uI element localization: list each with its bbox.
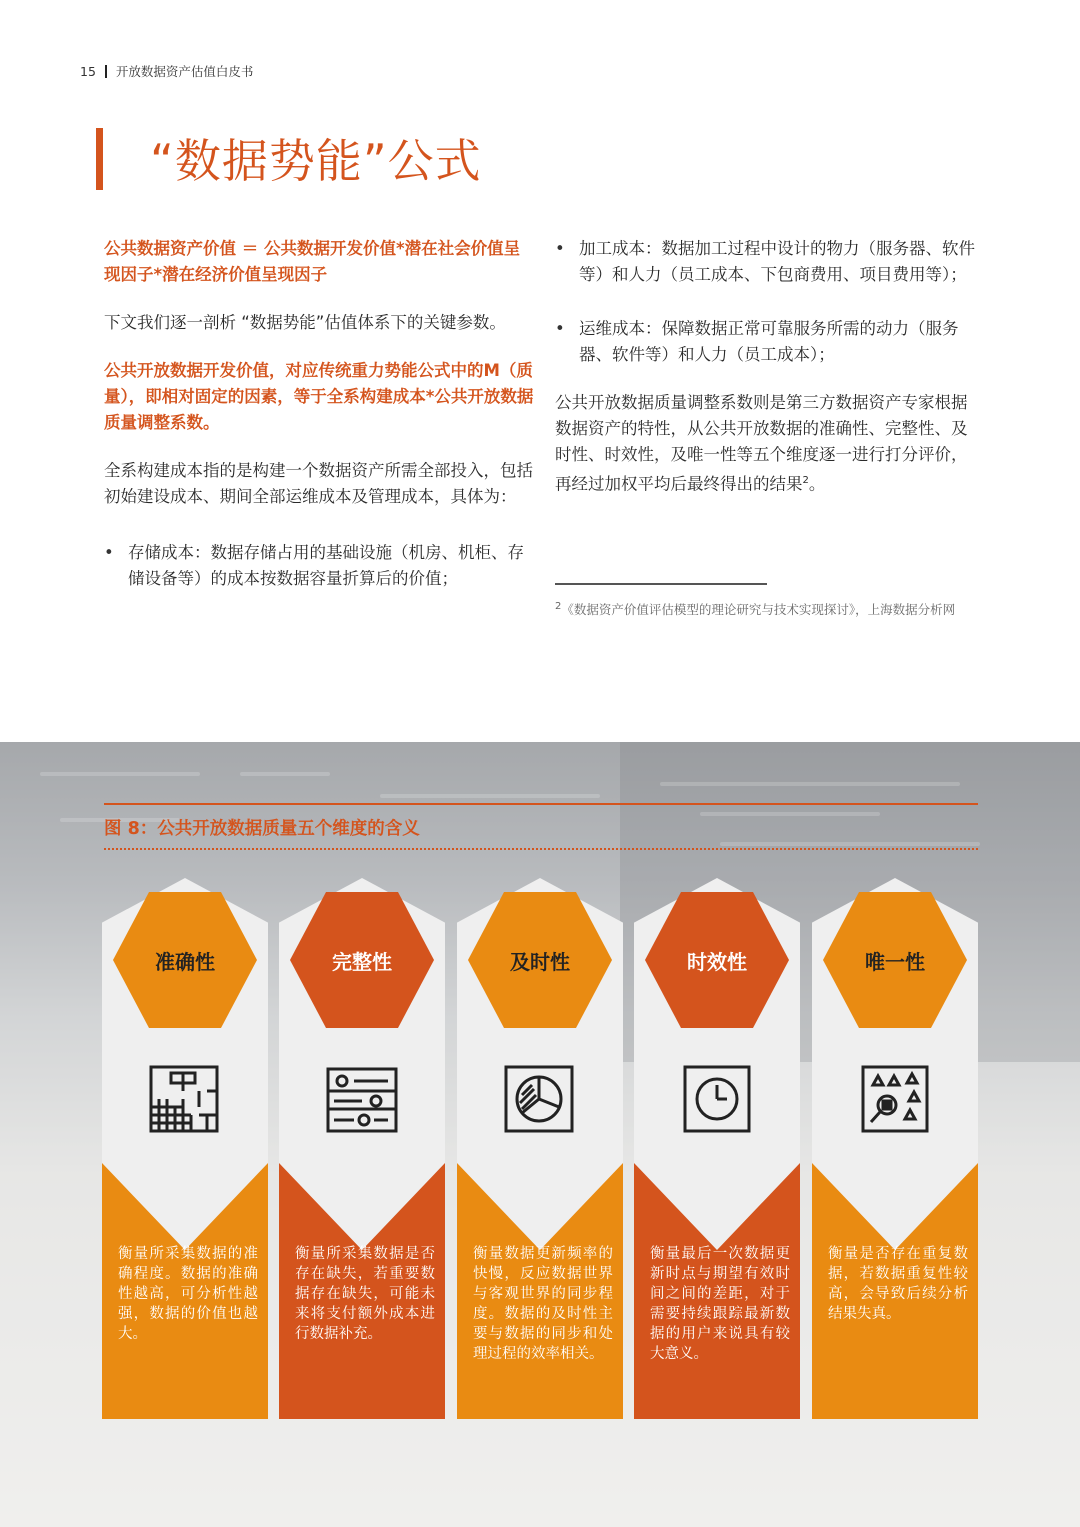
card-label: 唯一性 xyxy=(865,949,925,974)
dimension-card-completeness xyxy=(279,878,445,1419)
card-label: 准确性 xyxy=(155,949,215,974)
footnote xyxy=(555,596,980,620)
dimension-card-timeliness xyxy=(457,878,623,1419)
card-description: 衡量是否存在重复数据，若数据重复性较高，会导致后续分析结果失真。 xyxy=(828,1246,968,1322)
card-description: 衡量最后一次数据更新时点与期望有效时间之间的差距，对于需要持续跟踪最新数据的用户来说具有较大意义。 xyxy=(650,1246,790,1362)
gears-panel-icon xyxy=(324,1061,400,1137)
left-column xyxy=(104,236,534,614)
footnote-mark: 2 xyxy=(555,601,562,612)
card-description: 衡量所采集数据是否存在缺失，若重要数据存在缺失，可能未来将支付额外成本进行数据补充。 xyxy=(295,1246,435,1342)
card-label: 完整性 xyxy=(332,949,392,974)
cost-paragraph: 全系构建成本指的是构建一个数据资产所需全部投入，包括初始建设成本、期间全部运维成本及管理成本，具体为： xyxy=(104,461,533,506)
intro-paragraph: 下文我们逐一剖析 “数据势能”估值体系下的关键参数。 xyxy=(104,313,506,332)
header-divider xyxy=(105,65,107,78)
clock-icon xyxy=(679,1061,755,1137)
bullet-storage-cost: • 存储成本：数据存储占用的基础设施（机房、机柜、存储设备等）的成本按数据容量折算后的价值； xyxy=(104,540,534,592)
dimension-card-currency xyxy=(634,878,800,1419)
page-number: 15 xyxy=(80,63,96,79)
dimension-card-uniqueness xyxy=(812,878,978,1419)
figure-title: 图 8：公共开放数据质量五个维度的含义 xyxy=(104,819,420,839)
document-title: 开放数据资产估值白皮书 xyxy=(115,64,254,79)
card-label: 时效性 xyxy=(687,949,747,974)
quality-end: 。 xyxy=(808,474,826,494)
page-header xyxy=(80,62,253,80)
card-description: 衡量数据更新频率的快慢，反应数据世界与客观世界的同步程度。数据的及时性主要与数据的同步和处理过程的效率相关。 xyxy=(473,1246,613,1362)
card-label: 及时性 xyxy=(510,949,570,974)
dev-value-paragraph: 公共开放数据开发价值，对应传统重力势能公式中的M（质量），即相对固定的因素，等于全系构建成本*公共开放数据质量调整系数。 xyxy=(104,361,534,432)
page-title: “数据势能”公式 xyxy=(150,134,482,188)
bullet-ops-cost: • 运维成本：保障数据正常可靠服务所需的动力（服务器、软件等）和人力（员工成本）； xyxy=(555,316,979,368)
pie-chart-icon xyxy=(502,1061,578,1137)
figure-dotted-rule xyxy=(104,848,978,850)
footnote-divider xyxy=(555,583,767,585)
quality-text: 公共开放数据质量调整系数则是第三方数据资产专家根据数据资产的特性，从公共开放数据的准确性、完整性、及时性、时效性，及唯一性等五个维度逐一进行打分评价，再经过加权平均后最终得出的结果 xyxy=(555,393,968,494)
grid-puzzle-icon xyxy=(147,1061,223,1137)
footnote-ref: 2 xyxy=(802,475,809,486)
bullet-processing-cost: • 加工成本：数据加工过程中设计的物力（服务器、软件等）和人力（员工成本、下包商费用、项目费用等）； xyxy=(555,236,979,288)
footnote-text: 《数据资产价值评估模型的理论研究与技术实现探讨》，上海数据分析网 xyxy=(561,602,956,618)
title-accent-bar xyxy=(96,128,103,190)
right-column xyxy=(555,236,979,520)
quality-paragraph xyxy=(555,390,979,498)
dimension-card-accuracy xyxy=(102,878,268,1419)
card-description: 衡量所采集数据的准确程度。数据的准确性越高，可分析性越强，数据的价值也越大。 xyxy=(118,1246,258,1342)
formula-text: 公共数据资产价值 ＝ 公共数据开发价值*潜在社会价值呈现因子*潜在经济价值呈现因子 xyxy=(104,239,521,284)
unique-search-icon xyxy=(857,1061,933,1137)
figure-top-rule xyxy=(104,803,978,805)
